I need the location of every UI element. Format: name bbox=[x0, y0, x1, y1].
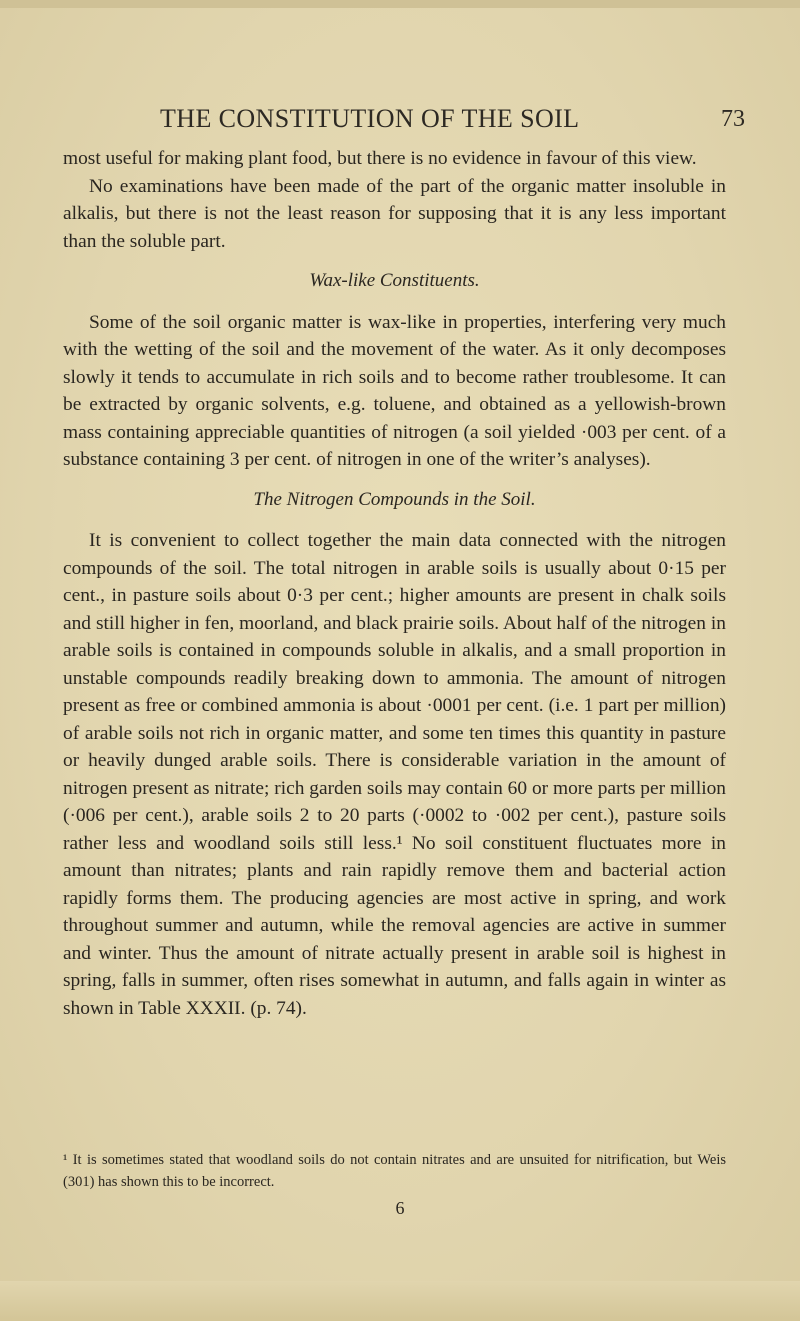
page-top-edge bbox=[0, 0, 800, 8]
signature-mark: 6 bbox=[395, 1198, 405, 1218]
page-number: 73 bbox=[721, 106, 745, 132]
paragraph-nitrogen: It is convenient to collect together the main data connected with the nitrogen compounds of the soil. The total nitrogen in arable soils is usually about 0·15 per cent., in pasture soils about 0·3 per cent.; higher amounts are present in chalk soils and still higher in fen, moorland, and black prairie soils. About half of the nitrogen in arable soils is contained in compounds soluble in alkalis, and a small proportion in unstable compounds readily breaking down to ammonia. The amount of nitrogen present as free or combined ammonia is about ·0001 per cent. (i.e. 1 part per million) of arable soils not rich in organic matter, and some ten times this quantity in pasture or heavily dunged arable soils. There is considerable variation in the amount of nitrogen present as nitrate; rich garden soils may contain 60 or more parts per million (·006 per cent.), arable soils 2 to 20 parts (·0002 to ·002 per cent.), pasture soils rather less and woodland soils still less.¹ No soil constituent fluctuates more in amount than nitrates; plants and rain rapidly remove them and bacterial action rapidly forms them. The producing agencies are most active in spring, and work throughout summer and autumn, while the removal agencies are active in summer and winter. Thus the amount of nitrate actually present in arable soil is highest in spring, falls in summer, often rises somewhat in autumn, and falls again in winter as shown in Table XXXII. (p. 74). bbox=[63, 530, 726, 1019]
subheading-wax-like: Wax-like Constituents. bbox=[309, 270, 480, 291]
page-header bbox=[0, 104, 800, 144]
paragraph-wax-like: Some of the soil organic matter is wax-like in properties, interfering very much with the wetting of the soil and the movement of the water. As it only decomposes slowly it tends to accumulate in rich soils and to become rather troublesome. It can be extracted by organic solvents, e.g. toluene, and obtained as a yellowish-brown mass containing appreciable quantities of nitrogen (a soil yielded ·003 per cent. of a substance containing 3 per cent. of nitrogen in one of the writer’s analyses). bbox=[63, 311, 726, 470]
footnote: ¹ It is sometimes stated that woodland soils do not contain nitrates and are unsuited for nitrification, but Weis (301) has shown this to be incorrect. bbox=[63, 1152, 726, 1190]
body-text bbox=[63, 145, 726, 1022]
paragraph-continuation: most useful for making plant food, but there is no evidence in favour of this view. bbox=[63, 148, 697, 169]
paragraph-insoluble-matter: No examinations have been made of the part of the organic matter insoluble in alkalis, but there is not the least reason for supposing that it is any less important than the soluble part. bbox=[63, 175, 726, 252]
subheading-nitrogen-compounds: The Nitrogen Compounds in the Soil. bbox=[253, 488, 536, 510]
running-head: THE CONSTITUTION OF THE SOIL bbox=[160, 104, 580, 133]
page-bottom-edge bbox=[0, 1281, 800, 1321]
